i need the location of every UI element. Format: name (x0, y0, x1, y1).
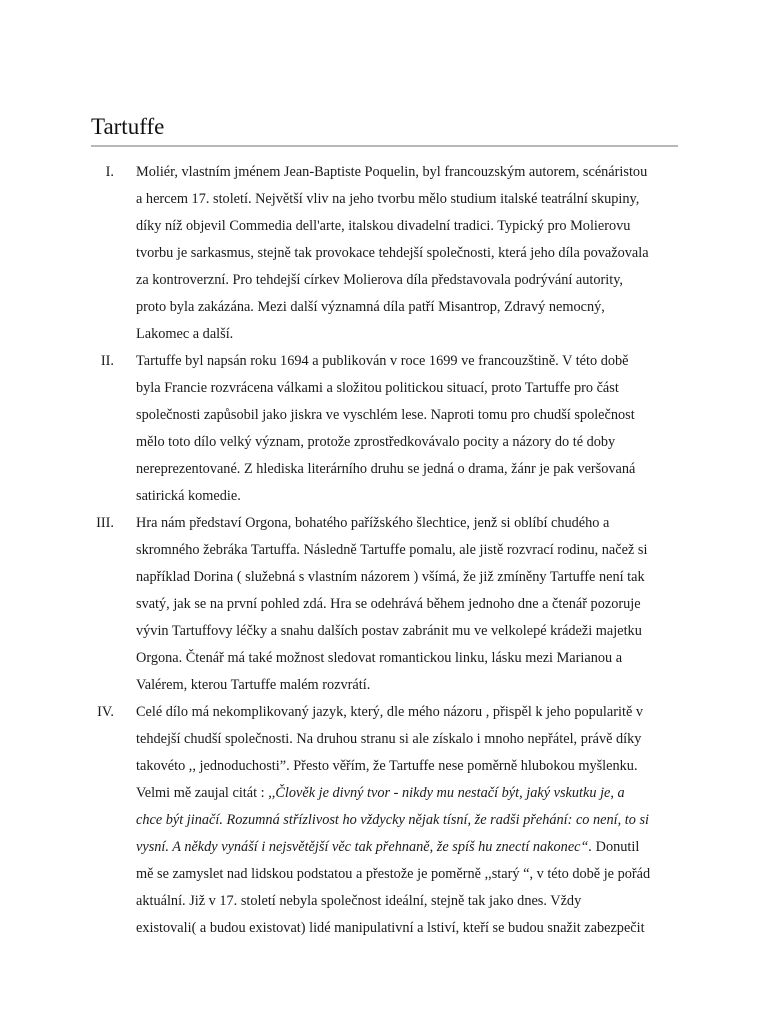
text-run: Celé dílo má nekomplikovaný jazyk, který, dle mého názoru , přispěl k jeho popularitě v (136, 704, 644, 720)
text-line (136, 807, 649, 834)
text-run: mě se zamyslet nad lidskou podstatou a přestože je poměrně ,,starý “, v této době je pořád (136, 866, 651, 882)
text-line (136, 861, 650, 888)
list-item (0, 510, 768, 699)
section-numeral: I. (105, 164, 114, 180)
text-line (136, 564, 645, 591)
text-run: aktuální. Již v 17. století nebyla společnost ideální, stejně tak jako dnes. Vždy (136, 893, 582, 909)
text-line (136, 780, 625, 807)
text-run: satirická komedie. (136, 488, 241, 504)
text-line (136, 915, 645, 942)
text-line (136, 483, 241, 510)
text-run: vývin Tartuffovy léčky a snahu dalších postav zabránit mu ve velkolepé krádeži majetku (136, 623, 642, 639)
text-line (136, 402, 635, 429)
text-run: existovali( a budou existovat) lidé manipulativní a lstiví, kteří se budou snažit zabezpečit (136, 920, 645, 936)
text-run: a hercem 17. století. Největší vliv na jeho tvorbu mělo studium italské teatrální skupiny, (136, 191, 640, 207)
quote-text: ,,Člověk je divný tvor - nikdy mu nestačí být, jaký vskutku je, a (268, 785, 625, 801)
text-line (136, 213, 630, 240)
text-line (136, 645, 622, 672)
text-run: Hra nám představí Orgona, bohatého pařížského šlechtice, jenž si oblíbí chudého a (136, 515, 610, 531)
text-run: byla Francie rozvrácena válkami a složitou politickou situací, proto Tartuffe pro část (136, 380, 619, 396)
document-title: Tartuffe (91, 114, 165, 139)
text-line (136, 321, 233, 348)
text-line (136, 186, 639, 213)
text-line (136, 753, 638, 780)
text-run: Tartuffe byl napsán roku 1694 a publikován v roce 1699 ve francouzštině. V této době (136, 353, 629, 369)
text-run: mělo toto dílo velký význam, protože zprostředkovávalo pocity a názory do té doby (136, 434, 616, 450)
text-line (136, 888, 581, 915)
text-line (136, 375, 619, 402)
text-line (136, 267, 623, 294)
text-line (136, 456, 635, 483)
text-run: Moliér, vlastním jménem Jean-Baptiste Poquelin, byl francouzským autorem, scénáristou (136, 164, 648, 180)
text-line (136, 159, 647, 186)
text-run: Lakomec a další. (136, 326, 234, 342)
text-line (136, 348, 629, 375)
text-line (136, 672, 370, 699)
text-run: za kontroverzní. Pro tehdejší církev Molierova díla představovala podrývání autority, (136, 272, 624, 288)
text-run: Velmi mě zaujal citát : (136, 785, 269, 801)
text-line (136, 537, 647, 564)
text-run: takovéto ,, jednoduchosti”. Přesto věřím, že Tartuffe nese poměrně hlubokou myšlenku. (136, 758, 638, 774)
title-underline (91, 145, 678, 147)
text-line (136, 429, 615, 456)
text-run: díky níž objevil Commedia dell'arte, italskou divadelní tradici. Typický pro Molierovu (136, 218, 631, 234)
text-line (136, 240, 649, 267)
text-run: Orgona. Čtenář má také možnost sledovat romantickou linku, lásku mezi Marianou a (136, 650, 623, 666)
text-line (136, 618, 642, 645)
text-run: Valérem, kterou Tartuffe malém rozvrátí. (136, 677, 371, 693)
text-line (136, 591, 641, 618)
text-line (136, 834, 639, 861)
text-run: Donutil (592, 839, 640, 855)
quote-text: chce být jinačí. Rozumná střízlivost ho vždycky nějak tísní, že radši přehání: co není, to si (136, 812, 650, 828)
text-line (136, 699, 643, 726)
section-numeral: IV. (97, 704, 114, 720)
text-run: tehdejší chudší společnosti. Na druhou stranu si ale získalo i mnoho nepřátel, právě díky (136, 731, 642, 747)
text-run: svatý, jak se na první pohled zdá. Hra se odehrává během jednoho dne a čtenář pozoruje (136, 596, 641, 612)
list-item (0, 699, 768, 942)
list-item (0, 159, 768, 348)
text-line (136, 510, 609, 537)
text-line (136, 294, 605, 321)
text-run: například Dorina ( služebná s vlastním názorem ) všímá, že již zmíněny Tartuffe není tak (136, 569, 645, 585)
text-line (136, 726, 641, 753)
list-item (0, 348, 768, 510)
text-run: společnosti zapůsobil jako jiskra ve vyschlém lese. Naproti tomu pro chudší společnost (136, 407, 635, 423)
text-run: skromného žebráka Tartuffa. Následně Tartuffe pomalu, ale jistě rozvrací rodinu, načež si (136, 542, 648, 558)
section-numeral: III. (96, 515, 114, 531)
text-run: tvorbu je sarkasmus, stejně tak provokace tehdejší společnosti, která jeho díla považovala (136, 245, 649, 261)
text-run: nereprezentované. Z hlediska literárního druhu se jedná o drama, žánr je pak veršovaná (136, 461, 636, 477)
section-numeral: II. (100, 353, 114, 369)
text-run: proto byla zakázána. Mezi další významná díla patří Misantrop, Zdravý nemocný, (136, 299, 605, 315)
quote-text: vysní. A někdy vynáší i nejsvětější věc tak přehnaně, že spíš hu znectí nakonec“. (136, 839, 593, 855)
